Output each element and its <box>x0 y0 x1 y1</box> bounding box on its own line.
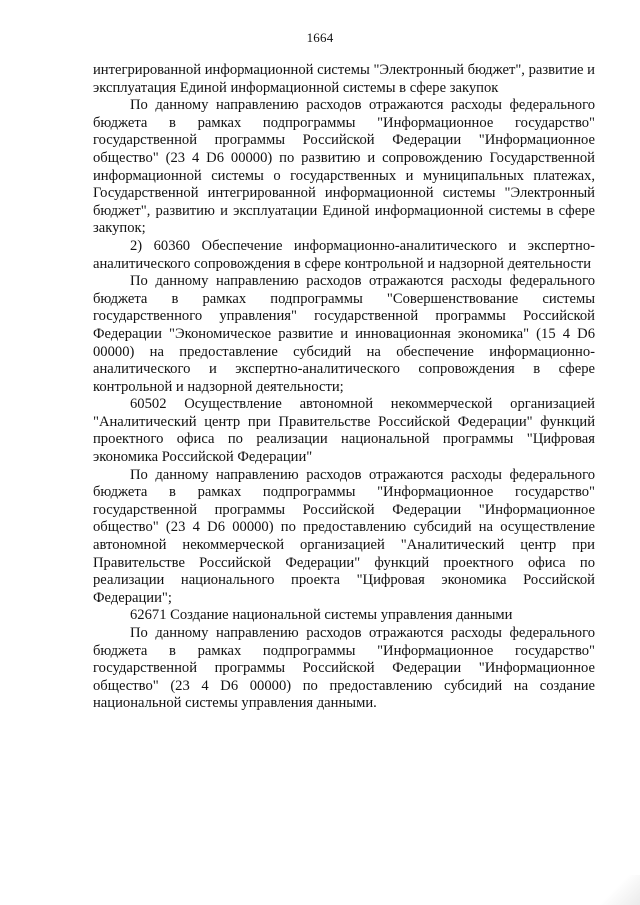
scan-edge-shadow <box>600 875 640 905</box>
paragraph-expense-description: По данному направлению расходов отражаются расходы федерального бюджета в рамках подпрограммы "Информационное государство" государственной программы Российской Федерации "Информационное общество" (23 4 D6 00000) по предоставлению субсидий на создание национальной системы управления данными. <box>93 625 595 712</box>
page-number: 1664 <box>306 30 334 45</box>
paragraph-item-heading: 2) 60360 Обеспечение информационно-аналитического и экспертно-аналитического сопровождения в сфере контрольной и надзорной деятельности <box>93 237 595 272</box>
paragraph-continuation: интегрированной информационной системы "Электронный бюджет", развитие и эксплуатация Единой информационной системы в сфере закупок <box>93 62 595 96</box>
paragraph-expense-description: По данному направлению расходов отражаются расходы федерального бюджета в рамках подпрограммы "Информационное государство" государственной программы Российской Федерации "Информационное общество" (23 4 D6 00000) по предоставлению субсидий на осуществление автономной некоммерческой организацией "Аналитический центр при Правительстве Российской Федерации" функций проектного офиса по реализации национального проекта "Цифровая экономика Российской Федерации"; <box>93 466 595 606</box>
paragraph-item-heading: 62671 Создание национальной системы управления данными <box>130 607 513 624</box>
paragraph-item-heading: 60502 Осуществление автономной некоммерческой организацией "Аналитический центр при Правительстве Российской Федерации" функций проектного офиса по реализации национальной программы "Цифровая экономика Российской Федерации" <box>93 396 595 466</box>
paragraph-expense-description: По данному направлению расходов отражаются расходы федерального бюджета в рамках подпрограммы "Совершенствование системы государственного управления" государственной программы Российской Федерации "Экономическое развитие и инновационная экономика" (15 4 D6 00000) на предоставление субсидий на обеспечение информационно-аналитического и экспертно-аналитического сопровождения в сфере контрольной и надзорной деятельности; <box>93 273 595 395</box>
paragraph-expense-description: По данному направлению расходов отражаются расходы федерального бюджета в рамках подпрограммы "Информационное государство" государственной программы Российской Федерации "Информационное общество" (23 4 D6 00000) по развитию и сопровождению Государственной информационной системы о государственных и муниципальных платежах, Государственной интегрированной информационной системы "Электронный бюджет", развитию и эксплуатации Единой информационной системы в сфере закупок; <box>93 97 595 237</box>
document-body <box>93 62 595 713</box>
